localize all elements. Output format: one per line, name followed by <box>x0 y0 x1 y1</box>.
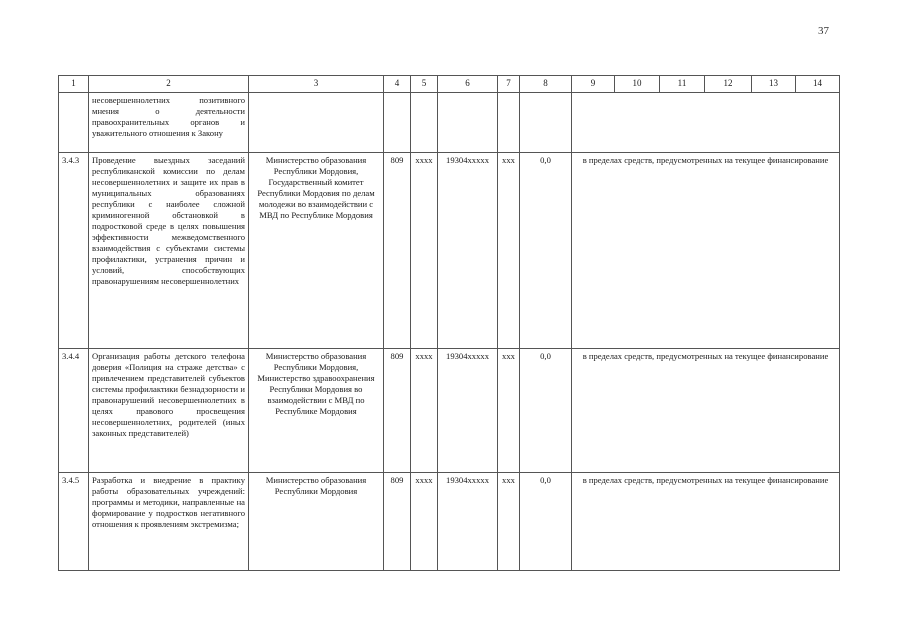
budget-code-rzpr <box>411 93 438 153</box>
table-row <box>59 153 840 349</box>
budget-code-grbs: 809 <box>384 473 411 571</box>
budget-code-grbs: 809 <box>384 153 411 349</box>
budget-code-vr: ххх <box>498 349 520 473</box>
item-executor: Министерство образования Республики Мордовия, Министерство здравоохранения Республики Мордовия во взаимодействии с МВД по Республике Мордовия <box>249 349 384 473</box>
total-amount: 0,0 <box>520 349 572 473</box>
page-number: 37 <box>818 25 829 37</box>
budget-code-vr: ххх <box>498 153 520 349</box>
budget-code-rzpr: хххх <box>411 473 438 571</box>
item-description: Проведение выездных заседаний республиканской комиссии по делам несовершеннолетних и защите их прав в муниципальных образованиях республики с наиболее сложной криминогенной обстановкой в подростковой среде в целях повышения эффективности межведомственного взаимодействия с субъектами системы профилактики, устранения причин и условий, способствующих правонарушениям несовершеннолетних <box>89 153 249 349</box>
item-number <box>59 93 89 153</box>
header-row <box>59 76 840 93</box>
header-cell: 14 <box>796 76 840 93</box>
header-cell: 4 <box>384 76 411 93</box>
table-row <box>59 473 840 571</box>
budget-code-csr <box>438 93 498 153</box>
item-description: Разработка и внедрение в практику работы образовательных учреждений: программы и методики, направленные на формирование у подростков негативного отношения к проявлениям экстремизма; <box>89 473 249 571</box>
item-executor: Министерство образования Республики Мордовия <box>249 473 384 571</box>
budget-code-vr <box>498 93 520 153</box>
financing-note: в пределах средств, предусмотренных на текущее финансирование <box>572 473 840 571</box>
header-cell: 11 <box>660 76 705 93</box>
header-cell: 3 <box>249 76 384 93</box>
table-row <box>59 93 840 153</box>
item-number: 3.4.5 <box>59 473 89 571</box>
budget-table <box>58 75 840 571</box>
item-number: 3.4.4 <box>59 349 89 473</box>
budget-code-grbs: 809 <box>384 349 411 473</box>
budget-code-csr: 19304ххххх <box>438 153 498 349</box>
budget-code-csr: 19304ххххх <box>438 349 498 473</box>
total-amount <box>520 93 572 153</box>
item-number: 3.4.3 <box>59 153 89 349</box>
financing-note: в пределах средств, предусмотренных на текущее финансирование <box>572 349 840 473</box>
item-description: несовершеннолетних позитивного мнения о деятельности правоохранительных органов и уважительного отношения к Закону <box>89 93 249 153</box>
budget-code-csr: 19304ххххх <box>438 473 498 571</box>
budget-code-vr: ххх <box>498 473 520 571</box>
header-cell: 12 <box>705 76 752 93</box>
header-cell: 10 <box>615 76 660 93</box>
header-cell: 5 <box>411 76 438 93</box>
header-cell: 1 <box>59 76 89 93</box>
total-amount: 0,0 <box>520 153 572 349</box>
budget-code-rzpr: хххх <box>411 153 438 349</box>
header-cell: 6 <box>438 76 498 93</box>
budget-code-rzpr: хххх <box>411 349 438 473</box>
financing-note: в пределах средств, предусмотренных на текущее финансирование <box>572 153 840 349</box>
total-amount: 0,0 <box>520 473 572 571</box>
header-cell: 9 <box>572 76 615 93</box>
header-cell: 2 <box>89 76 249 93</box>
table-row <box>59 349 840 473</box>
header-cell: 13 <box>752 76 796 93</box>
item-description: Организация работы детского телефона доверия «Полиция на страже детства» с привлечением представителей субъектов системы профилактики безнадзорности и правонарушений несовершеннолетних в целях правового просвещения несовершеннолетних, родителей (иных законных представителей) <box>89 349 249 473</box>
financing-note <box>572 93 840 153</box>
item-executor <box>249 93 384 153</box>
header-cell: 7 <box>498 76 520 93</box>
header-cell: 8 <box>520 76 572 93</box>
budget-code-grbs <box>384 93 411 153</box>
item-executor: Министерство образования Республики Мордовия, Государственный комитет Республики Мордовия по делам молодежи во взаимодействии с МВД по Республике Мордовия <box>249 153 384 349</box>
